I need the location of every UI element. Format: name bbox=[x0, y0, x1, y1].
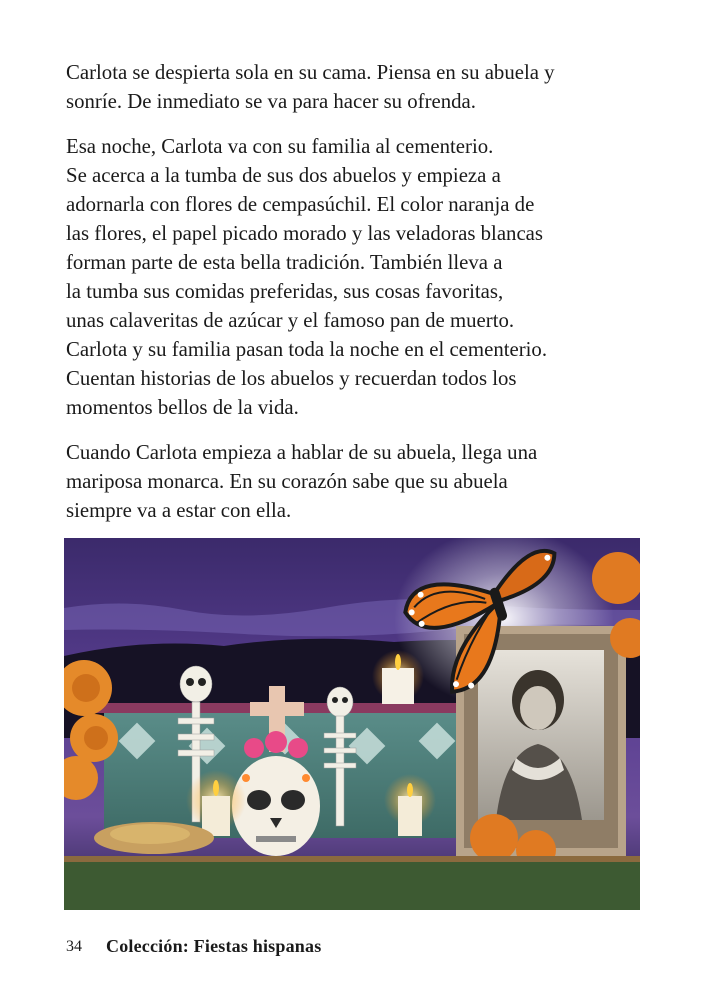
text-line: siempre va a estar con ella. bbox=[66, 499, 292, 522]
text-line: Se acerca a la tumba de sus dos abuelos y empieza a bbox=[66, 164, 501, 187]
altar-illustration bbox=[64, 538, 640, 910]
page-footer bbox=[66, 936, 626, 960]
story-text bbox=[66, 58, 656, 541]
series-title: Colección: Fiestas hispanas bbox=[106, 936, 322, 956]
text-line: mariposa monarca. En su corazón sabe que su abuela bbox=[66, 470, 508, 493]
text-line: las flores, el papel picado morado y las veladoras blancas bbox=[66, 222, 543, 245]
paragraph-2 bbox=[66, 132, 656, 422]
text-line: sonríe. De inmediato se va para hacer su ofrenda. bbox=[66, 90, 476, 113]
text-line: Carlota y su familia pasan toda la noche en el cementerio. bbox=[66, 338, 548, 361]
paragraph-1 bbox=[66, 58, 656, 116]
text-line: Esa noche, Carlota va con su familia al cementerio. bbox=[66, 135, 494, 158]
text-line: Cuando Carlota empieza a hablar de su abuela, llega una bbox=[66, 441, 538, 464]
paragraph-3 bbox=[66, 438, 656, 525]
text-line: Carlota se despierta sola en su cama. Piensa en su abuela y bbox=[66, 61, 555, 84]
text-line: la tumba sus comidas preferidas, sus cosas favoritas, bbox=[66, 280, 504, 303]
text-line: unas calaveritas de azúcar y el famoso pan de muerto. bbox=[66, 309, 515, 332]
text-line: Cuentan historias de los abuelos y recuerdan todos los bbox=[66, 367, 517, 390]
text-line: forman parte de esta bella tradición. También lleva a bbox=[66, 251, 503, 274]
text-line: adornarla con flores de cempasúchil. El color naranja de bbox=[66, 193, 535, 216]
page-number: 34 bbox=[66, 938, 82, 955]
text-line: momentos bellos de la vida. bbox=[66, 396, 299, 419]
